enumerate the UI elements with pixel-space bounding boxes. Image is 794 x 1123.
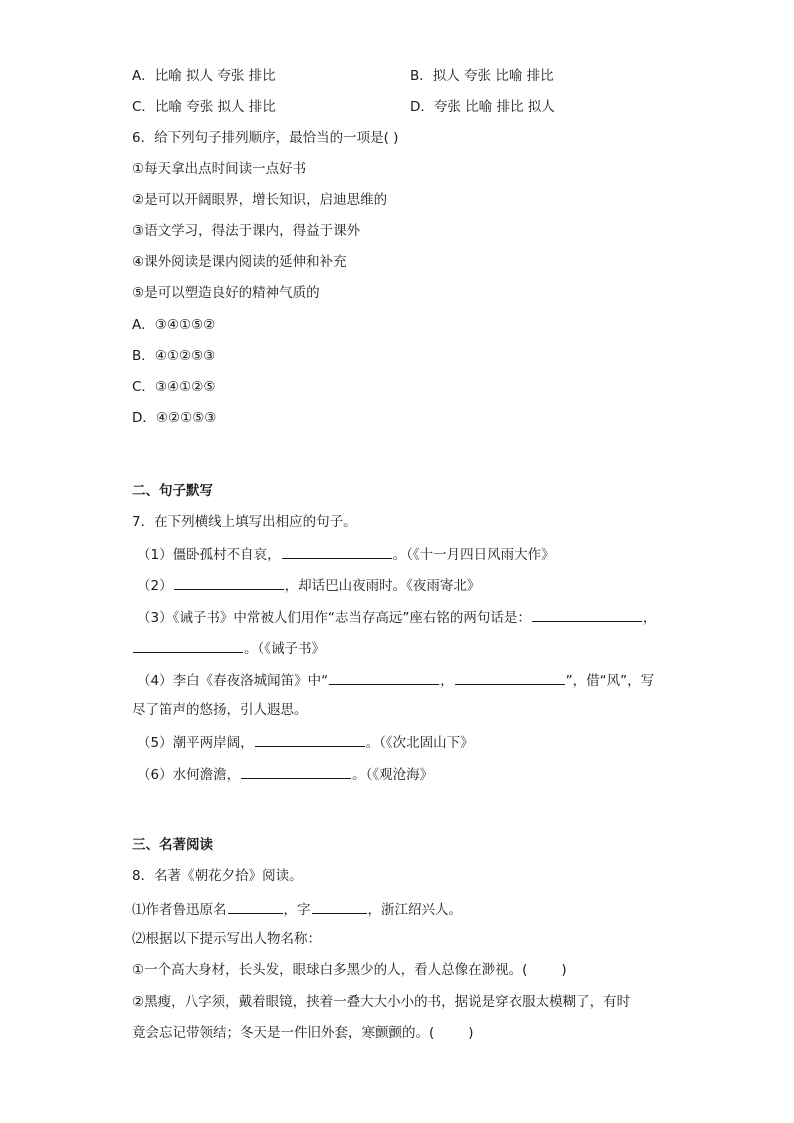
q5-option-d: D．夸张 比喻 排比 拟人 xyxy=(410,99,555,115)
answer-blank[interactable] xyxy=(329,670,439,685)
q6-sentence-1: ①每天拿出点时间读一点好书 xyxy=(132,161,307,177)
q6-sentence-5: ⑤是可以塑造良好的精神气质的 xyxy=(132,285,320,301)
q7-item-6: （6）水何澹澹， 。（《观沧海》 xyxy=(137,764,433,784)
section-3-heading: 三、名著阅读 xyxy=(132,837,213,853)
q7-item-4-cont: 尽了笛声的悠扬，引人遐思。 xyxy=(132,702,308,718)
q7-item-1: （1）僵卧孤村不自哀， 。（《十一月四日风雨大作》 xyxy=(137,544,555,564)
q8-character-1: ①一个高大身材，长头发，眼球白多黑少的人，看人总像在渺视。( ) xyxy=(132,962,567,978)
q8-character-2: ②黑瘦，八字须，戴着眼镜，挟着一叠大大小小的书，据说是穿衣服太模糊了，有时 xyxy=(132,994,631,1010)
q6-stem: 6．给下列句子排列顺序，最恰当的一项是( ) xyxy=(132,130,399,146)
q7-stem: 7．在下列横线上填写出相应的句子。 xyxy=(132,514,357,530)
q8-character-2-cont: 竟会忘记带领结；冬天是一件旧外套，寒颤颤的。( ) xyxy=(132,1025,474,1041)
answer-blank[interactable] xyxy=(228,899,283,914)
q6-sentence-4: ④课外阅读是课内阅读的延伸和补充 xyxy=(132,254,347,270)
q7-item-2: （2） ，却话巴山夜雨时。《夜雨寄北》 xyxy=(137,575,480,595)
answer-blank[interactable] xyxy=(133,638,243,653)
q6-option-a: A．③④①⑤② xyxy=(132,317,216,333)
q8-stem: 8．名著《朝花夕拾》阅读。 xyxy=(132,868,303,884)
q7-item-4: （4）李白《春夜洛城闻笛》中“ ， ”，借“风”，写 xyxy=(137,670,654,690)
q6-sentence-3: ③语文学习，得法于课内，得益于课外 xyxy=(132,223,361,239)
q5-option-a: A．比喻 拟人 夸张 排比 xyxy=(132,68,276,84)
q8-sub-2: ⑵根据以下提示写出人物名称： xyxy=(132,931,321,947)
answer-blank[interactable] xyxy=(255,732,365,747)
answer-blank[interactable] xyxy=(312,899,367,914)
q5-option-b: B．拟人 夸张 比喻 排比 xyxy=(410,68,554,84)
section-2-heading: 二、句子默写 xyxy=(132,483,213,499)
answer-blank[interactable] xyxy=(241,764,351,779)
q7-item-3-cont: 。（《诫子书》 xyxy=(132,638,325,658)
answer-blank[interactable] xyxy=(455,670,565,685)
q6-option-b: B．④①②⑤③ xyxy=(132,348,216,364)
q7-item-3: （3）《诫子书》中常被人们用作“志当存高远”座右铭的两句话是： ， xyxy=(137,607,656,627)
q6-sentence-2: ②是可以开阔眼界，增长知识，启迪思维的 xyxy=(132,192,388,208)
answer-blank[interactable] xyxy=(532,607,642,622)
q6-option-d: D．④②①⑤③ xyxy=(132,410,217,426)
q5-option-c: C．比喻 夸张 拟人 排比 xyxy=(132,99,276,115)
answer-blank[interactable] xyxy=(282,544,392,559)
q8-sub-1: ⑴作者鲁迅原名 ，字 ，浙江绍兴人。 xyxy=(132,899,462,919)
q7-item-5: （5）潮平两岸阔， 。（《次北固山下》 xyxy=(137,732,474,752)
q6-option-c: C．③④①②⑤ xyxy=(132,379,216,395)
answer-blank[interactable] xyxy=(174,575,284,590)
